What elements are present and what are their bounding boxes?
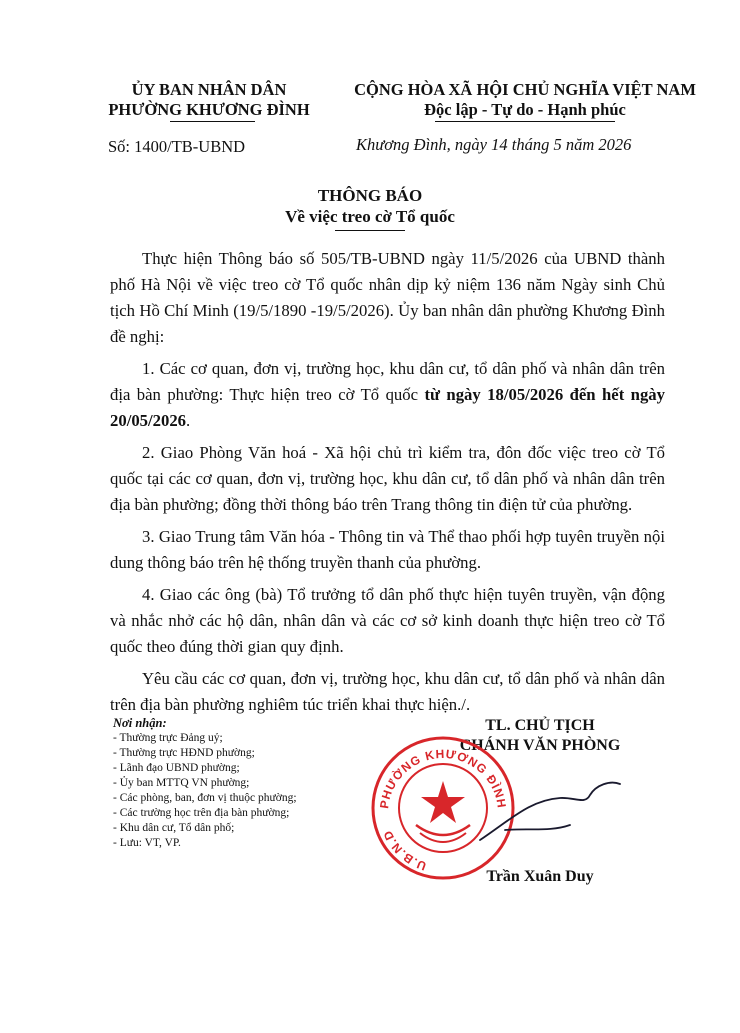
recipient-item: - Lãnh đạo UBND phường;: [113, 762, 240, 774]
nation-header: [330, 80, 720, 120]
paragraph-item-4: 4. Giao các ông (bà) Tổ trưởng tổ dân phố thực hiện tuyên truyền, vận động và nhắc nhở các hộ dân, nhân dân và các cơ sở kinh doanh thực hiện treo cờ Tổ quốc theo đúng thời gian quy định.: [110, 585, 665, 656]
recipient-item: - Khu dân cư, Tổ dân phố;: [113, 822, 235, 834]
seal-text-left: U.B.N.D: [380, 827, 429, 874]
title-sub: Về việc treo cờ Tổ quốc: [285, 207, 455, 226]
item-1-text: 1. Các cơ quan, đơn vị, trường học, khu dân cư, tổ dân phố và nhân dân trên địa bàn phường: Thực hiện treo cờ Tổ quốc: [110, 359, 665, 404]
document-body: [110, 246, 665, 724]
recipient-item: - Ủy ban MTTQ VN phường;: [113, 777, 250, 789]
title-underline: [335, 230, 405, 231]
handwritten-signature: [470, 770, 630, 850]
document-date: Khương Đình, ngày 14 tháng 5 năm 2026: [356, 135, 632, 154]
agency-header: [78, 80, 340, 120]
item-1-end: .: [186, 411, 191, 430]
title-main: THÔNG BÁO: [317, 186, 423, 205]
recipient-item: - Thường trực HĐND phường;: [113, 747, 255, 759]
paragraph-item-2: 2. Giao Phòng Văn hoá - Xã hội chủ trì kiểm tra, đôn đốc việc treo cờ Tổ quốc tại các cơ quan, đơn vị, trường học, khu dân cư, tổ dân phố và nhân dân trên địa bàn phường; đồng thời thông báo trên Trang thông tin điện tử của phường.: [110, 443, 665, 514]
agency-line-1: ỦY BAN NHÂN DÂN: [131, 80, 287, 99]
recipients-title: Nơi nhận:: [113, 716, 167, 730]
paragraph-intro: Thực hiện Thông báo số 505/TB-UBND ngày 11/5/2026 của UBND thành phố Hà Nội về việc treo cờ Tổ quốc nhân dịp kỷ niệm 136 năm Ngày sinh Chủ tịch Hồ Chí Minh (19/5/1890 -19/5/2026). Ủy ban nhân dân phường Khương Đình đề nghị:: [110, 249, 665, 346]
document-number: Số: 1400/TB-UBND: [108, 137, 246, 156]
recipient-item: - Các trường học trên địa bàn phường;: [113, 807, 290, 819]
nation-line-2: Độc lập - Tự do - Hạnh phúc: [424, 100, 626, 119]
nation-line-1: CỘNG HÒA XÃ HỘI CHỦ NGHĨA VIỆT NAM: [354, 80, 696, 99]
document-title: [0, 185, 740, 227]
recipient-item: - Các phòng, ban, đơn vị thuộc phường;: [113, 792, 297, 804]
seal-star-icon: [421, 781, 465, 823]
paragraph-closing: Yêu cầu các cơ quan, đơn vị, trường học, khu dân cư, tổ dân phố và nhân dân trên địa bàn phường nghiêm túc triển khai thực hiện./.: [110, 669, 665, 714]
seal-text-top: PHƯỜNG KHƯƠNG ĐÌNH: [377, 746, 509, 810]
signer-title-line-2: CHÁNH VĂN PHÒNG: [459, 737, 621, 754]
recipient-item: - Thường trực Đảng uỷ;: [113, 732, 223, 744]
nation-underline: [435, 121, 615, 122]
agency-line-2: PHƯỜNG KHƯƠNG ĐÌNH: [108, 100, 310, 119]
signer-name: Trần Xuân Duy: [486, 868, 594, 885]
agency-underline: [170, 121, 255, 122]
recipients-block: [113, 716, 297, 851]
item-1-dates: từ ngày 18/05/2026 đến hết ngày 20/05/2026: [110, 385, 665, 430]
signer-title-line-1: TL. CHỦ TỊCH: [485, 717, 595, 734]
paragraph-item-1: [110, 356, 665, 434]
paragraph-item-3: 3. Giao Trung tâm Văn hóa - Thông tin và Thể thao phối hợp tuyên truyền nội dung thông báo trên hệ thống truyền thanh của phường.: [110, 527, 665, 572]
recipient-item: - Lưu: VT, VP.: [113, 837, 181, 849]
